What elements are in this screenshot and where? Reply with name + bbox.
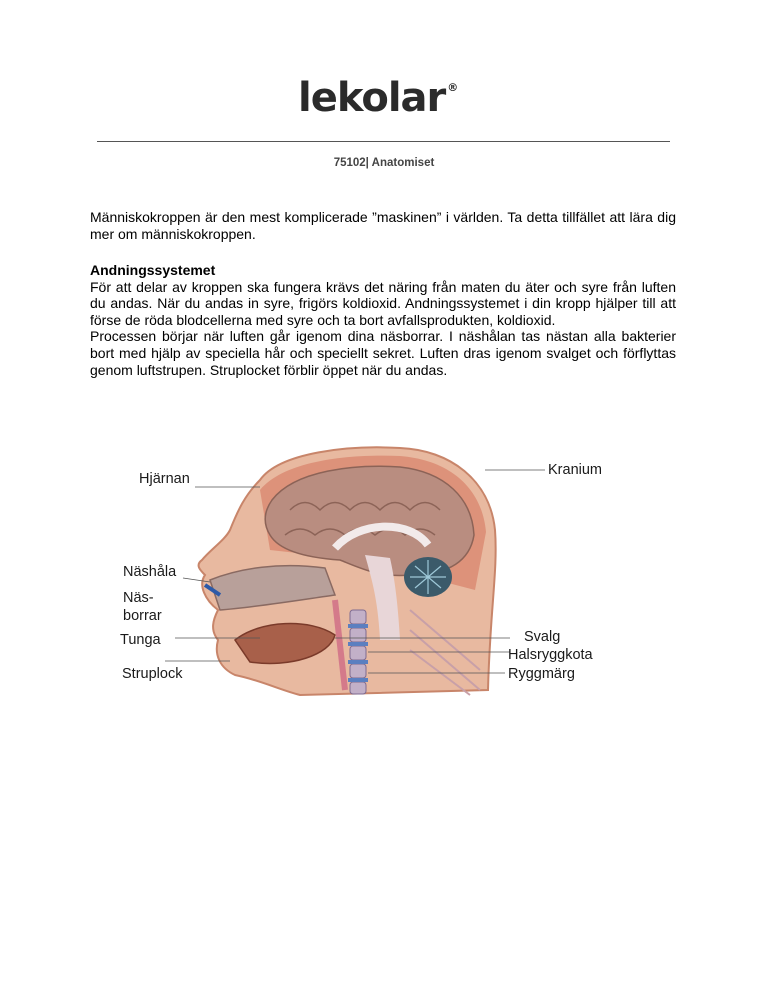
document-id: 75102| Anatomiset: [333, 157, 435, 169]
label-ryggmarg: Ryggmärg: [508, 666, 575, 682]
label-halsryggkota: Halsryggkota: [508, 647, 593, 663]
label-borrar: borrar: [123, 608, 162, 624]
label-svalg: Svalg: [524, 629, 561, 645]
section-heading: Andningssystemet: [90, 262, 216, 278]
label-nas: Näs-: [123, 590, 154, 606]
intro-paragraph: Människokroppen är den mest komplicerade ”maskinen” i världen. Ta detta tillfället att lära dig mer om människokroppen.: [90, 209, 676, 242]
header-divider: [97, 141, 670, 142]
label-hjarnan: Hjärnan: [139, 471, 190, 487]
section-paragraph-1: För att delar av kroppen ska fungera krävs det näring från maten du äter och syre från luften du andas. När du andas in syre, frigörs koldioxid. Andningssystemet i din kropp hjälper till att förse de röda blodcellerna med syre och ta bort avfallsprodukten, koldioxid.: [90, 278, 676, 328]
label-tunga: Tunga: [120, 632, 161, 648]
label-nashala: Näshåla: [123, 564, 177, 580]
label-struplock: Struplock: [122, 666, 183, 682]
section-paragraph-2: Processen börjar när luften går igenom dina näsborrar. I näshålan tas nästan alla bakterier bort med hjälp av speciella hår och speciellt sekret. Luften dras igenom svalget och förflyttas genom luftstrupen. Struplocket förblir öppet när du andas.: [90, 328, 676, 378]
lekolar-logo: lekolar ®: [298, 75, 458, 121]
label-kranium: Kranium: [548, 462, 602, 478]
section-breathing: [90, 262, 676, 378]
